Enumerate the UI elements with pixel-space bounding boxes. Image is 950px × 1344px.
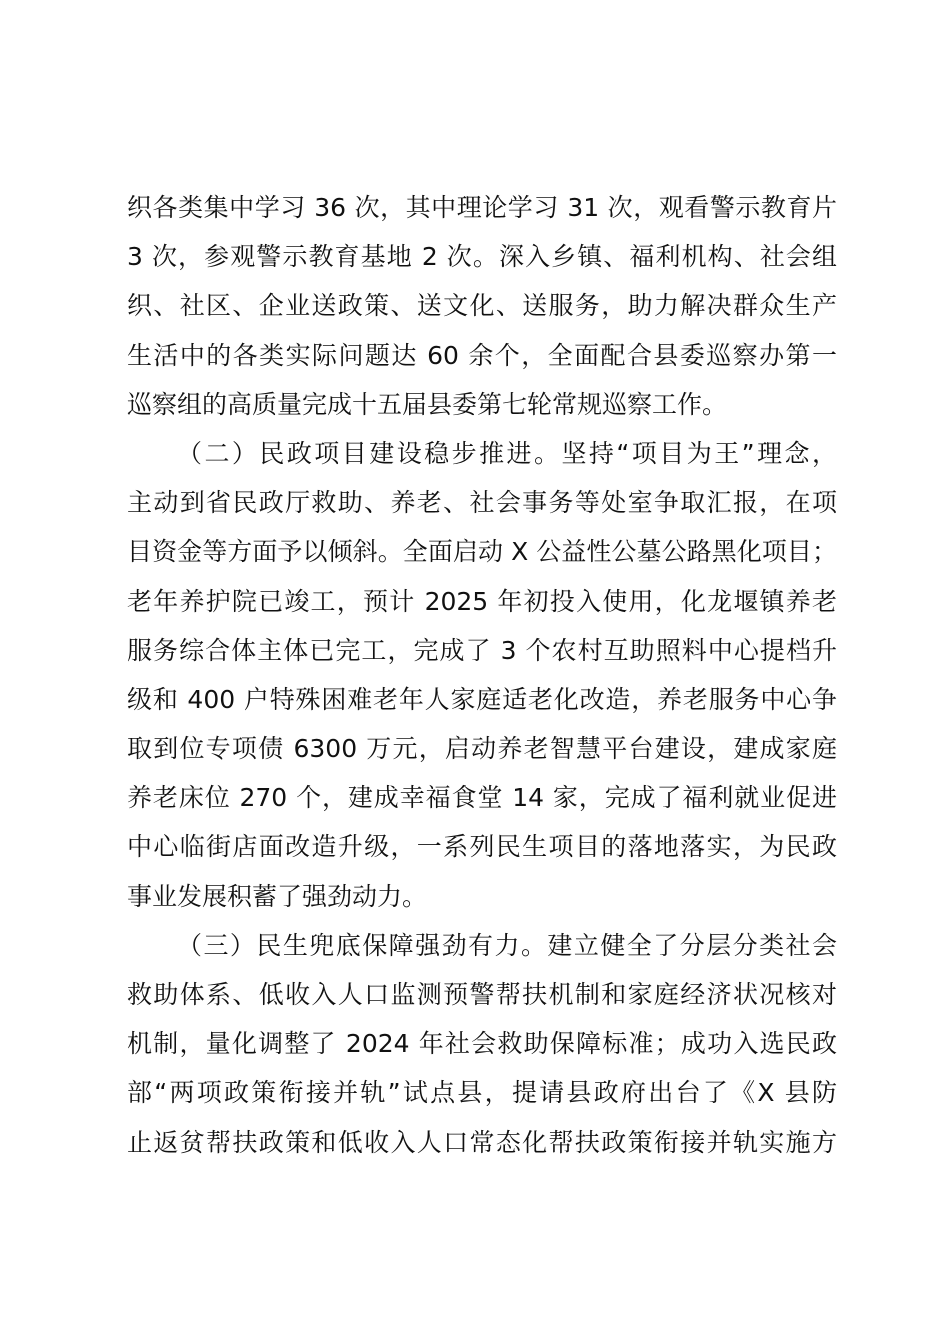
text-line: 主动到省民政厅救助、养老、社会事务等处室争取汇报，在项 (127, 488, 837, 518)
text-line: 老年养护院已竣工，预计 2025 年初投入使用，化龙堰镇养老 (127, 586, 837, 616)
text-line: 止返贫帮扶政策和低收入人口常态化帮扶政策衔接并轨实施方 (127, 1127, 837, 1157)
text-line: 救助体系、低收入人口监测预警帮扶机制和家庭经济状况核对 (127, 980, 837, 1009)
text-line: 中心临街店面改造升级，一系列民生项目的落地落实，为民政 (127, 832, 837, 862)
text-line: 事业发展积蓄了强劲动力。 (127, 881, 428, 911)
text-line: 取到位专项债 6300 万元，启动养老智慧平台建设，建成家庭 (127, 734, 837, 764)
text-line: 目资金等方面予以倾斜。全面启动 X 公益性公墓公路黑化项目； (127, 537, 837, 567)
text-line: 级和 400 户特殊困难老年人家庭适老化改造，养老服务中心争 (127, 684, 837, 714)
section-heading-line: （二）民政项目建设稳步推进。坚持“项目为王”理念， (177, 438, 837, 468)
text-line: 巡察组的高质量完成十五届县委第七轮常规巡察工作。 (127, 389, 728, 419)
text-line: 服务综合体主体已完工，完成了 3 个农村互助照料中心提档升 (127, 635, 837, 665)
document-body (127, 183, 837, 1167)
text-line: 部“两项政策衔接并轨”试点县，提请县政府出台了《X 县防 (127, 1078, 837, 1108)
section-heading-line: （三）民生兜底保障强劲有力。建立健全了分层分类社会 (177, 930, 837, 960)
text-line: 机制，量化调整了 2024 年社会救助保障标准；成功入选民政 (127, 1029, 837, 1059)
text-line: 织、社区、企业送政策、送文化、送服务，助力解决群众生产 (127, 291, 837, 321)
text-line: 养老床位 270 个，建成幸福食堂 14 家，完成了福利就业促进 (127, 783, 837, 813)
text-line: 3 次，参观警示教育基地 2 次。深入乡镇、福利机构、社会组 (127, 242, 837, 272)
text-line: 织各类集中学习 36 次，其中理论学习 31 次，观看警示教育片 (127, 193, 837, 222)
text-line: 生活中的各类实际问题达 60 余个，全面配合县委巡察办第一 (127, 340, 837, 370)
